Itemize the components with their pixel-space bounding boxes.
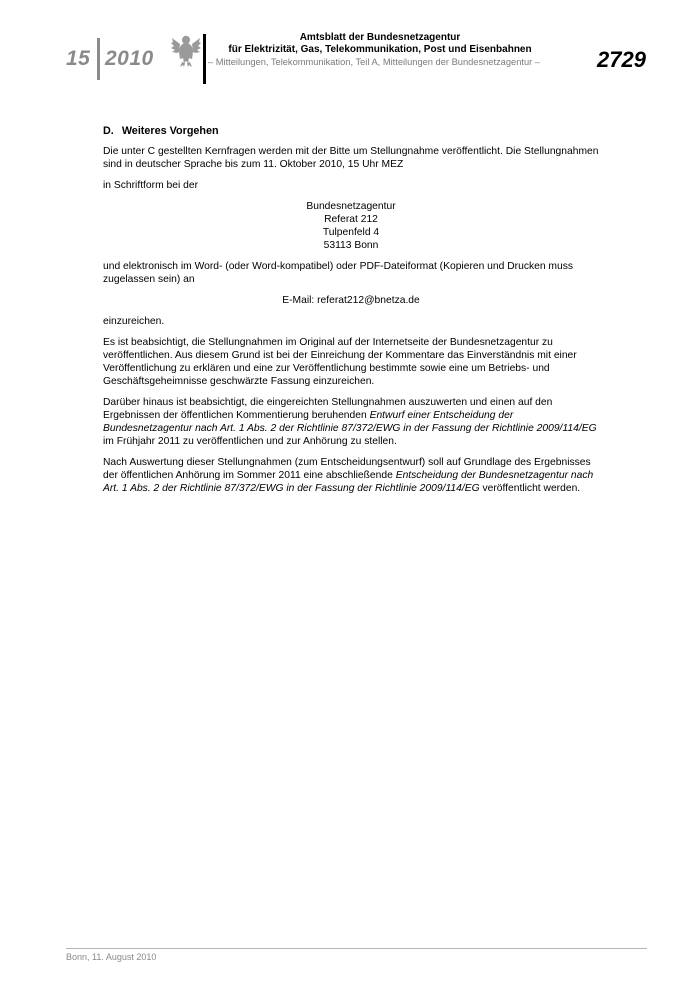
paragraph-final-decision [103, 456, 599, 495]
paragraph-publication: Es ist beabsichtigt, die Stellungnahmen im Original auf der Internetseite der Bundesnetzagentur zu veröffentlichen. Aus diesem Grund ist bei der Einreichung der Kommentare das Einverständnis mit einer Veröffentlichung zu erklären und eine zur Veröffentlichung bestimmte sowie eine um Betriebs- und Geschäftsgeheimnisse geschwärzte Fassung einzureichen. [103, 337, 577, 387]
address-line: 53113 Bonn [323, 240, 379, 251]
address-line: Tulpenfeld 4 [322, 227, 380, 238]
page-number: 2729 [597, 47, 646, 72]
footer-date: Bonn, 11. August 2010 [66, 952, 157, 962]
publication-title-line2: für Elektrizität, Gas, Telekommunikation, Post und Eisenbahnen [228, 44, 532, 55]
footer-divider [66, 948, 647, 949]
address-line: Referat 212 [324, 214, 378, 225]
text-run: veröffentlicht werden. [479, 483, 581, 494]
text-run: im Frühjahr 2011 zu veröffentlichen und zur Anhörung zu stellen. [103, 436, 397, 447]
document-body [103, 125, 599, 503]
issue-separator [97, 38, 100, 80]
italic-text-run: Entscheidung der Bundesnetzagentur nach Art. 1 Abs. 2 der Richtlinie 87/372/EWG in der Fassung der Richtlinie 2009/114/EG [103, 470, 594, 494]
publication-subtitle: – Mitteilungen, Telekommunikation, Teil A, Mitteilungen der Bundesnetzagentur – [208, 57, 540, 67]
paragraph-electronic: und elektronisch im Word- (oder Word-kompatibel) oder PDF-Dateiformat (Kopieren und Drucken muss zugelassen sein) an [103, 261, 574, 285]
issue-number: 15 [66, 47, 91, 70]
address-line: Bundesnetzagentur [306, 201, 396, 212]
publication-title [220, 32, 540, 56]
text-run: Darüber hinaus ist beabsichtigt, die eingereichten Stellungnahmen auszuwerten und einen auf den Ergebnissen der öffentlichen Kommentierung beruhenden [103, 397, 553, 421]
postal-address [103, 200, 599, 252]
section-letter: D. [103, 125, 114, 137]
publication-title-line1: Amtsblatt der Bundesnetzagentur [299, 32, 461, 43]
section-title: Weiteres Vorgehen [121, 125, 219, 137]
paragraph-draft-decision [103, 396, 599, 448]
email-address: E-Mail: referat212@bnetza.de [282, 295, 420, 306]
paragraph-deadline: Die unter C gestellten Kernfragen werden mit der Bitte um Stellungnahme veröffentlicht. Die Stellungnahmen sind in deutscher Sprache bis zum 11. Oktober 2010, 15 Uhr MEZ [103, 146, 599, 170]
section-heading [103, 125, 599, 138]
paragraph-submit: einzureichen. [103, 316, 165, 327]
federal-eagle-icon [170, 32, 202, 68]
issue-year: 2010 [105, 47, 154, 70]
header-divider [203, 34, 206, 84]
text-run: Nach Auswertung dieser Stellungnahmen (zum Entscheidungsentwurf) soll auf Grundlage des Ergebnisses der öffentlichen Anhörung im Sommer 2011 eine abschließende [103, 457, 591, 481]
italic-text-run: Entwurf einer Entscheidung der Bundesnetzagentur nach Art. 1 Abs. 2 der Richtlinie 87/372/EWG in der Fassung der Richtlinie 2009/114/EG [103, 410, 597, 434]
paragraph-written-form: in Schriftform bei der [103, 180, 198, 191]
page-header [0, 0, 700, 90]
